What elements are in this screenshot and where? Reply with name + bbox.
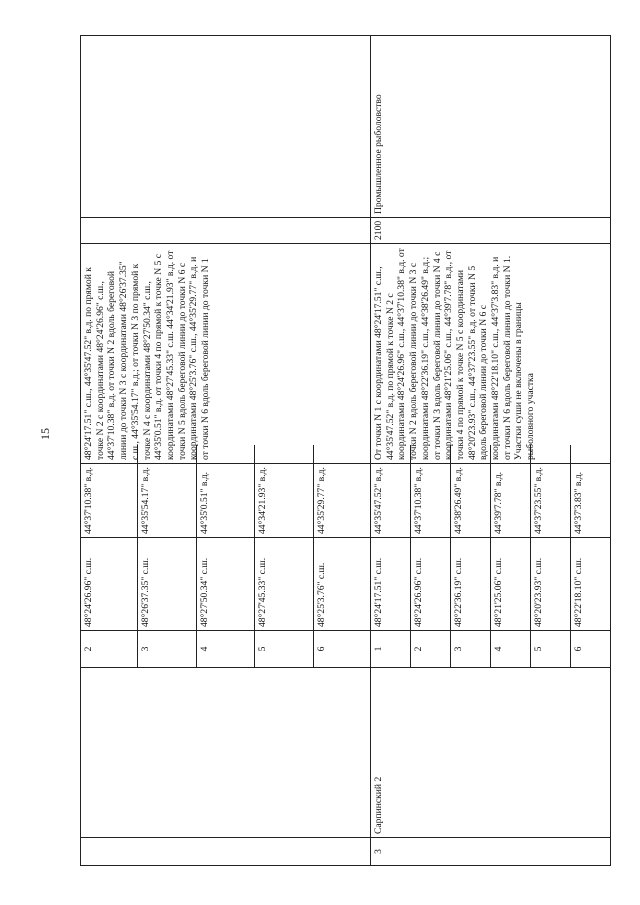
- table-row: [371, 36, 611, 866]
- coordinate-row: [571, 445, 610, 667]
- boundary-description-cell: 48°24'17.51" с.ш., 44°35'47.52" в.д. по прямой к точке N 2 с координатами 48°24'26.96" с.ш., 44°37'10.38" в.д. от точки N 2 вдоль береговой линии до точки N 3 с координатами 48°26'37.35" с.ш., 44°35'54.17" в.д.; от точки N 3 по прямой к точке N 4 с координатами 48°27'50.34" с.ш., 44°35'0.51" в.д. от точки 4 по прямой к точке N 5 с координатами 48°27'45.33" с.ш. 44°34'21.93" в.д. от точки N 5 вдоль береговой линии до точки N 6 с координатами 48°25'3.76" с.ш., 44°35'29.77" в.д. и от точки N 6 вдоль береговой линии до точки N 1: [81, 244, 371, 464]
- point-latitude: 48°27'50.34" с.ш.: [196, 538, 255, 631]
- coordinate-row: [410, 445, 450, 667]
- coordinates-subtable: [371, 445, 610, 667]
- point-number: 3: [450, 631, 490, 668]
- point-latitude: 48°27'45.33" с.ш.: [255, 538, 314, 631]
- point-longitude: 44°35'29.77" в.д.: [315, 467, 327, 534]
- point-longitude: 44°38'26.49" в.д.: [450, 445, 490, 538]
- point-longitude: 44°35'47.52" в.д.: [371, 445, 410, 538]
- page-number: 15: [38, 428, 52, 440]
- coordinates-cell: [81, 464, 371, 668]
- point-number: 5: [255, 631, 314, 668]
- point-latitude: 48°24'17.51" с.ш.: [371, 538, 410, 631]
- purpose-cell: Промышленное рыболовство: [371, 36, 611, 218]
- point-latitude: 48°20'23.93" с.ш.: [531, 538, 571, 631]
- coordinate-row: [313, 445, 370, 667]
- fishing-areas-table: [80, 35, 611, 866]
- point-longitude: 44°35'0.51" в.д.: [196, 445, 255, 538]
- point-longitude: 44°37'10.38" в.д.: [81, 445, 138, 538]
- area-name-cell: [81, 668, 371, 838]
- coordinate-row: [490, 445, 530, 667]
- point-number: 5: [531, 631, 571, 668]
- row-number-cell: [81, 838, 371, 866]
- coordinate-row: [371, 445, 410, 667]
- coordinate-row: [138, 445, 197, 667]
- point-latitude: 48°26'37.35" с.ш.: [138, 538, 197, 631]
- point-longitude: 44°35'54.17" в.д.: [138, 445, 197, 538]
- point-number: 6: [313, 631, 370, 668]
- point-number: 6: [571, 631, 610, 668]
- coordinate-row: [450, 445, 490, 667]
- point-number: 4: [196, 631, 255, 668]
- point-latitude: 48°24'26.96" с.ш.: [410, 538, 450, 631]
- area-size-cell: 2100: [371, 218, 611, 244]
- coordinate-row: [196, 445, 255, 667]
- point-latitude: 48°24'26.96" с.ш.: [81, 538, 138, 631]
- coordinate-row: [81, 445, 138, 667]
- table-row: [81, 36, 371, 866]
- point-latitude: 48°22'36.19" с.ш.: [450, 538, 490, 631]
- point-latitude: 48°22'18.10" с.ш.: [571, 538, 610, 631]
- point-longitude: 44°34'21.93" в.д.: [255, 445, 314, 538]
- coordinate-row: [531, 445, 571, 667]
- point-latitude: 48°25'3.76" с.ш.: [313, 538, 370, 631]
- boundary-description-cell: От точки N 1 с координатами 48°24'17.51" с.ш., 44°35'47.52" в.д. по прямой к точке N 2 с координатами 48°24'26.96" с.ш., 44°37'10.38" в.д. от точки N 2 вдоль береговой линии до точки N 3 с координатами 48°22'36.19" с.ш., 44°38'26.49" в.д.; от точки N 3 вдоль береговой линии до точки N 4 с координатами 48°21'25.06" с.ш., 44°39'7.78" в.д., от точки 4 по прямой к точке N 5 с координатами 48°20'23.93" с.ш., 44°37'23.55" в.д. от точки N 5 вдоль береговой линии до точки N 6 с координатами 48°22'18.10" с.ш., 44°37'3.83" в.д. и от точки N 6 вдоль береговой линии до точки N 1. Участки суши не включены в границы рыболовного участка: [371, 244, 611, 464]
- area-name-cell: Сарпинский 2: [371, 668, 611, 838]
- area-size-cell: [81, 218, 371, 244]
- point-latitude: 48°21'25.06" с.ш.: [490, 538, 530, 631]
- point-number: 2: [81, 631, 138, 668]
- coordinate-row: [255, 445, 314, 667]
- rotated-table-container: [80, 36, 610, 866]
- point-longitude: 44°37'23.55" в.д.: [531, 445, 571, 538]
- point-longitude: 44°37'3.83" в.д.: [573, 471, 585, 534]
- row-number-cell: 3: [371, 838, 611, 866]
- point-number: 1: [371, 631, 410, 668]
- point-number: 2: [410, 631, 450, 668]
- point-number: 3: [138, 631, 197, 668]
- coordinates-subtable: [81, 445, 370, 667]
- coordinates-cell: [371, 464, 611, 668]
- purpose-cell: [81, 36, 371, 218]
- point-number: 4: [490, 631, 530, 668]
- point-longitude: 44°39'7.78" в.д.: [490, 445, 530, 538]
- point-longitude: 44°37'10.38" в.д.: [410, 445, 450, 538]
